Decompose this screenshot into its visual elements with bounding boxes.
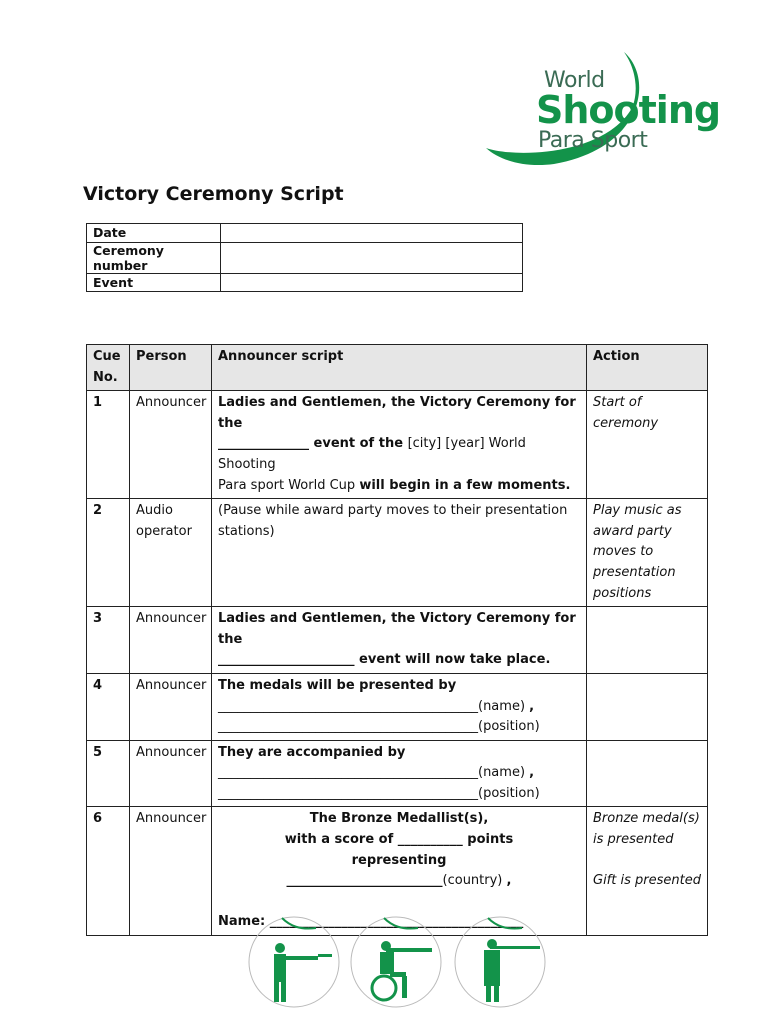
table-row [87, 391, 708, 499]
header-action: Action [587, 345, 708, 391]
script-line: Ladies and Gentlemen, the Victory Ceremony for the [218, 611, 576, 647]
script-text: , [506, 873, 512, 889]
person-line: operator [136, 523, 192, 539]
script-line: The medals will be presented by [218, 677, 457, 693]
script-line: representing [351, 852, 447, 868]
person-cell: Announcer [130, 740, 212, 807]
script-line: with a score of __________ points [284, 832, 514, 848]
script-text: [city] [year] World Shooting [218, 436, 526, 472]
ceremony-info-table [86, 223, 523, 292]
script-line: _____________________ event will now take place. [218, 652, 551, 668]
script-cell [212, 740, 587, 807]
blank-line: ________________________________________ [218, 698, 478, 714]
action-line: ceremony [593, 415, 659, 431]
info-label: Ceremony number [87, 242, 221, 273]
world-shooting-para-sport-logo [484, 48, 721, 170]
blank-line: ________________________________________ [218, 765, 478, 781]
script-text: Para sport World Cup [218, 477, 360, 493]
page-title: Victory Ceremony Script [83, 183, 344, 205]
script-text: , [529, 698, 535, 714]
blank-line: ________________________ [286, 873, 443, 889]
action-cell [587, 807, 708, 936]
action-line: Gift is presented [593, 873, 701, 889]
action-line: Play music as [593, 503, 682, 519]
info-label: Date [87, 224, 221, 243]
script-cell [212, 499, 587, 607]
script-cell [212, 673, 587, 740]
person-cell [130, 499, 212, 607]
info-row-event [87, 273, 523, 292]
action-line: award party [593, 523, 672, 539]
action-line: Start of [593, 395, 642, 411]
person-line: Audio [136, 503, 173, 519]
sport-pictograms [246, 912, 550, 1008]
event-field[interactable] [221, 273, 523, 292]
script-text: (name) [478, 698, 530, 714]
script-text: will begin in a few moments. [359, 477, 571, 493]
script-line: The Bronze Medallist(s), [309, 811, 489, 827]
date-field[interactable] [221, 224, 523, 243]
action-line: positions [593, 585, 652, 601]
action-cell [587, 607, 708, 674]
header-script: Announcer script [212, 345, 587, 391]
standing-rifle-shooter-icon [455, 917, 545, 1007]
spacer [218, 892, 580, 913]
person-cell: Announcer [130, 391, 212, 499]
info-label: Event [87, 273, 221, 292]
table-row [87, 607, 708, 674]
script-line: Ladies and Gentlemen, the Victory Ceremony for the [218, 395, 576, 431]
script-text: , [529, 765, 535, 781]
cue-number: 2 [87, 499, 130, 607]
script-line: They are accompanied by [218, 744, 406, 760]
logo-word-shooting: Shooting [536, 88, 721, 132]
header-person: Person [130, 345, 212, 391]
info-row-date [87, 224, 523, 243]
table-header-row [87, 345, 708, 391]
action-line: presentation [593, 564, 676, 580]
action-cell [587, 499, 708, 607]
pistol-shooter-icon [249, 917, 339, 1007]
action-line: is presented [593, 832, 674, 848]
script-text: (name) [478, 765, 530, 781]
ceremony-number-field[interactable] [221, 242, 523, 273]
logo-word-world: World [544, 68, 605, 93]
person-cell: Announcer [130, 673, 212, 740]
announcer-script-table [86, 344, 708, 936]
action-line: Bronze medal(s) [593, 811, 700, 827]
cue-number: 3 [87, 607, 130, 674]
table-row [87, 673, 708, 740]
action-cell [587, 391, 708, 499]
script-line-country [218, 871, 580, 892]
blank-line: ______________ [218, 436, 309, 452]
cue-number: 1 [87, 391, 130, 499]
header-cue-line1: Cue [93, 349, 121, 364]
blank-line: ________________________________________ [218, 785, 478, 801]
wheelchair-rifle-shooter-icon [351, 917, 441, 1007]
action-line: moves to [593, 544, 654, 560]
cue-number: 4 [87, 673, 130, 740]
cue-number: 5 [87, 740, 130, 807]
action-cell [587, 740, 708, 807]
script-line: stations) [218, 523, 275, 539]
info-row-ceremony-number [87, 242, 523, 273]
table-row [87, 499, 708, 607]
script-text: (position) [478, 719, 540, 735]
logo-word-para-sport: Para Sport [538, 128, 648, 153]
script-cell [212, 607, 587, 674]
blank-line: ________________________________________ [218, 719, 478, 735]
cue-number: 6 [87, 807, 130, 936]
script-text: event of the [309, 436, 408, 452]
person-cell: Announcer [130, 807, 212, 936]
script-cell [212, 391, 587, 499]
script-line: Name: _______________________________________ [218, 914, 524, 930]
script-text: (position) [478, 785, 540, 801]
header-cue-line2: No. [93, 369, 118, 385]
person-cell: Announcer [130, 607, 212, 674]
header-cue [87, 345, 130, 391]
action-cell [587, 673, 708, 740]
table-row [87, 740, 708, 807]
script-text: (country) [442, 873, 507, 889]
script-line: (Pause while award party moves to their presentation [218, 503, 568, 519]
